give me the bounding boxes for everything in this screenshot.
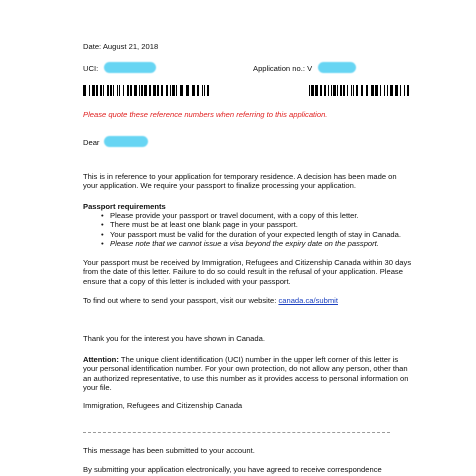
application-prefix: V: [307, 64, 313, 73]
receipt-paragraph: Your passport must be received by Immigration, Refugees and Citizenship Canada within 30 days from the date of this letter. Failure to do so could result in the refusal of your application. Please ensure that a copy of this letter is included with your passport.: [83, 258, 412, 286]
submit-link[interactable]: canada.ca/submit: [278, 296, 338, 305]
uci-label: UCI:: [83, 64, 99, 73]
signature: Immigration, Refugees and Citizenship Canada: [83, 401, 243, 410]
name-redaction: [104, 136, 148, 147]
find-out-line: [83, 296, 338, 305]
footer-submitted: This message has been submitted to your account.: [83, 446, 255, 455]
barcode-bar: [209, 85, 211, 96]
application-label: Application no.:: [253, 64, 305, 73]
intro-paragraph: This is in reference to your application for temporary residence. A decision has been made on your application. We require your passport to finalize processing your application.: [83, 172, 397, 191]
thanks-line: Thank you for the interest you have shown in Canada.: [83, 334, 265, 343]
footer-agreement: By submitting your application electronically, you have agreed to receive correspondence: [83, 465, 382, 474]
salutation: Dear: [83, 138, 100, 147]
date-label: Date:: [83, 42, 102, 51]
find-out-text: To find out where to send your passport, visit our website:: [83, 296, 277, 305]
requirement-item: • Your passport must be valid for the duration of your expected length of stay in Canada.: [83, 230, 413, 239]
attention-paragraph: [83, 355, 411, 393]
uci-redaction: [104, 62, 156, 73]
date-value: August 21, 2018: [102, 42, 159, 51]
date-line: [83, 42, 158, 51]
attention-label: Attention:: [83, 355, 119, 364]
requirement-item: • There must be at least one blank page in your passport.: [83, 220, 413, 229]
requirements-heading: Passport requirements: [83, 202, 166, 211]
application-redaction: [318, 62, 356, 73]
footer-divider: [83, 432, 390, 433]
requirements-list: [83, 211, 413, 249]
uci-barcode: [83, 85, 211, 96]
requirement-item: • Please provide your passport or travel document, with a copy of this letter.: [83, 211, 413, 220]
barcode-bar: [409, 85, 411, 96]
requirement-item: • Please note that we cannot issue a visa beyond the expiry date on the passport.: [83, 239, 413, 248]
application-line: [253, 64, 312, 73]
reference-notice: Please quote these reference numbers when referring to this application.: [83, 110, 328, 119]
attention-text: The unique client identification (UCI) number in the upper left corner of this letter is your personal identification number. For your own protection, do not allow any person, other than an authorized representative, to use this number as it provides access to personal information on your file.: [83, 355, 409, 393]
application-barcode: [309, 85, 411, 96]
